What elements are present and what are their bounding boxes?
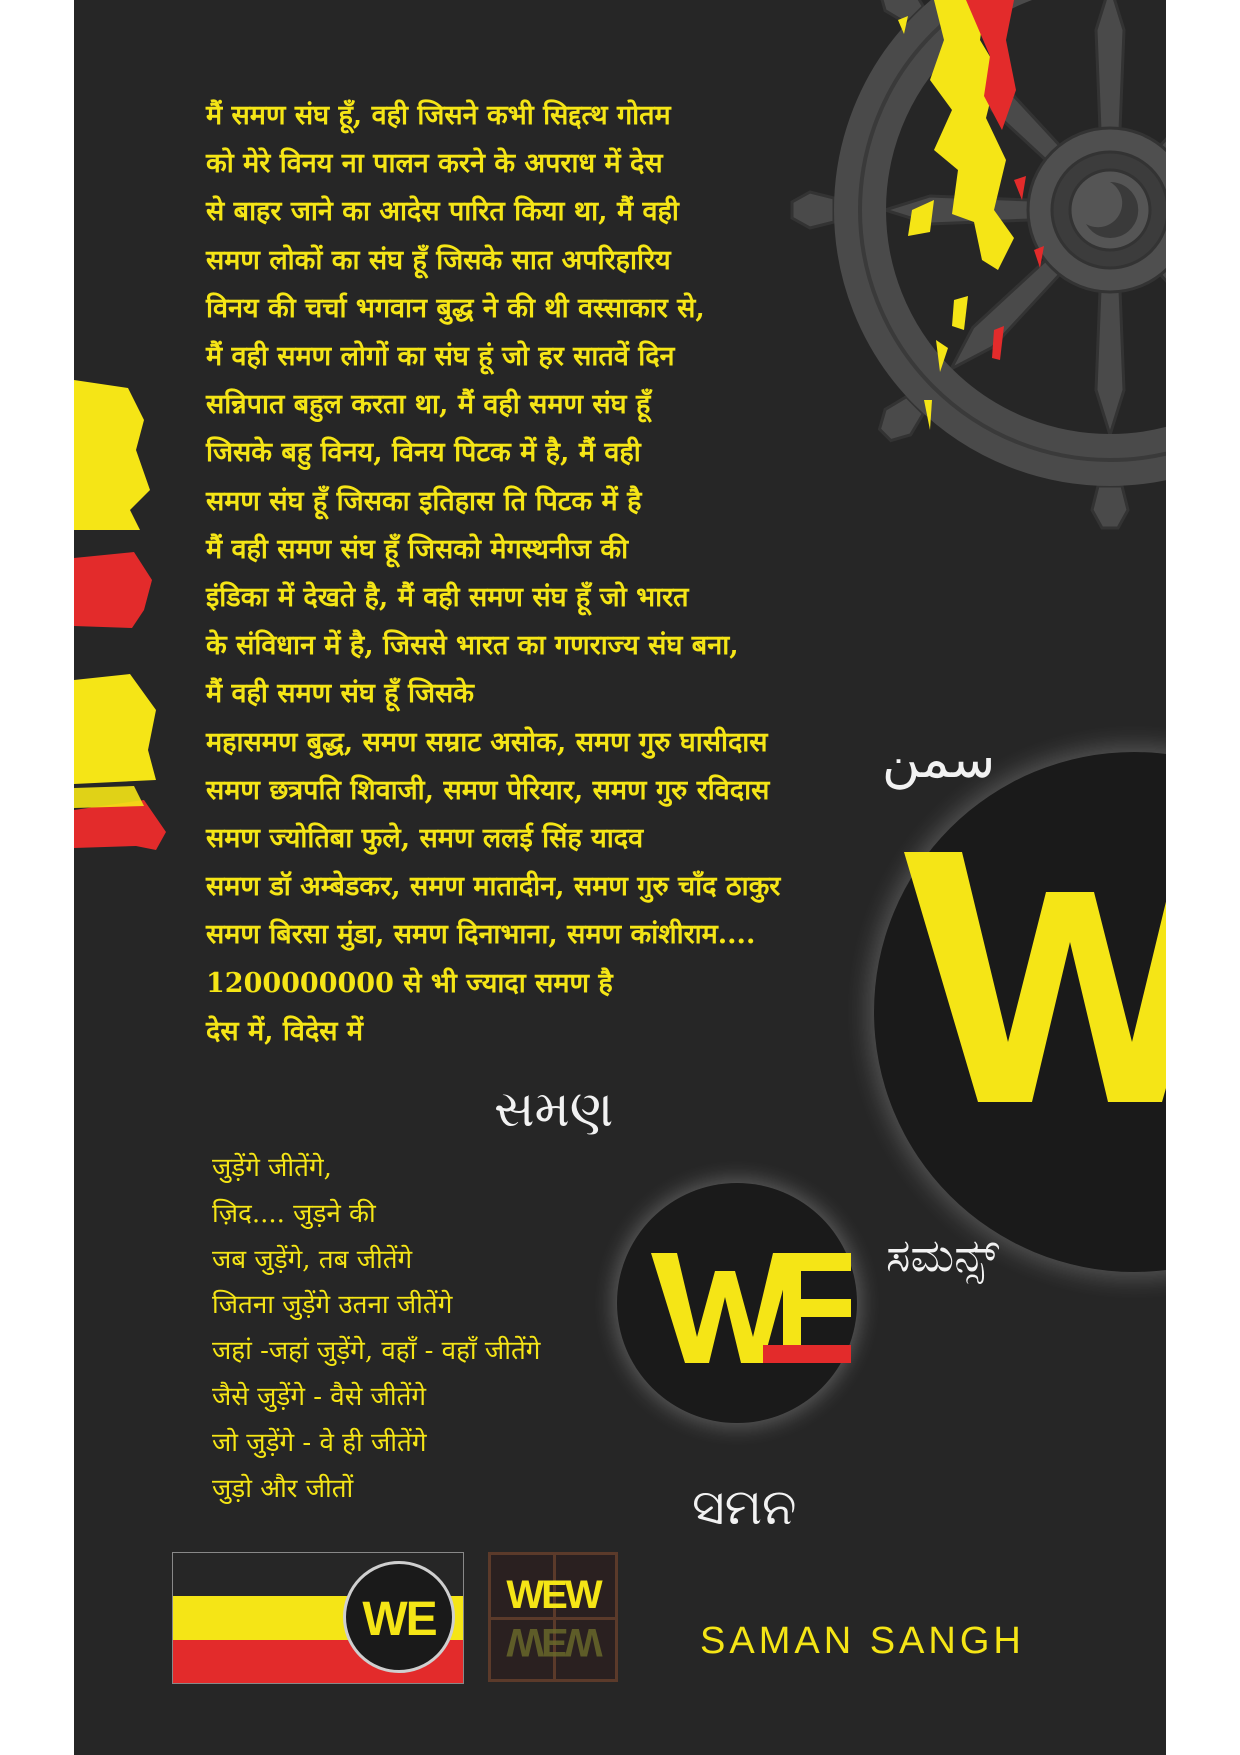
slogan-line: जुड़ो और जीतों: [212, 1473, 354, 1504]
footer-name: SAMAN SANGH: [700, 1620, 1025, 1662]
main-text-line: मैं वही समण संघ हूँ जिसको मेगस्थनीज की: [206, 533, 629, 565]
we-flag: [172, 1552, 464, 1684]
paint-splash-top: [894, 0, 1154, 500]
small-we-logo: [651, 1253, 851, 1373]
slogan-line: जितना जुड़ेंगे उतना जीतेंगे: [212, 1290, 453, 1321]
main-text-line: देस में, विदेस में: [206, 1015, 364, 1047]
main-text-line: के संविधान में है, जिससे भारत का गणराज्य संघ बना,: [206, 630, 739, 662]
gujarati-script-text: સમણ: [494, 1080, 614, 1138]
main-text-line: जिसके बहु विनय, विनय पिटक में है, मैं वही: [206, 437, 641, 469]
small-we-logo-circle: [617, 1183, 857, 1423]
kannada-script-text: ಸಮನ್ಸ್: [886, 1228, 1000, 1282]
main-text-line: इंडिका में देखते है, मैं वही समण संघ हूँ जो भारत: [206, 582, 689, 613]
flag-logo-circle: [343, 1561, 455, 1673]
main-text-line: मैं समण संघ हूँ, वही जिसने कभी सिद्दत्थ गोतम: [206, 100, 671, 131]
main-text-line: समण बिरसा मुंडा, समण दिनाभाना, समण कांशीराम....: [206, 919, 756, 951]
main-text-line: समण डॉ अम्बेडकर, समण मातादीन, समण गुरु चाँद ठाकुर: [206, 871, 781, 903]
main-text-line: समण लोकों का संघ हूँ जिसके सात अपरिहारिय: [206, 244, 671, 276]
wew-tile-logo: [488, 1552, 618, 1682]
main-text-line: विनय की चर्चा भगवान बुद्ध ने की थी वस्साकार से,: [206, 292, 705, 324]
big-we-logo-circle: [874, 752, 1166, 1272]
main-text-line: समण छत्रपति शिवाजी, समण पेरियार, समण गुरु रविदास: [206, 774, 770, 806]
main-text-line: 1200000000 से भी ज्यादा समण है: [206, 967, 613, 999]
main-text-line: समण ज्योतिबा फुले, समण ललई सिंह यादव: [206, 823, 644, 854]
paint-brush-strokes-left: [74, 380, 184, 960]
slogan-line: ज़िद.... जुड़ने की: [212, 1198, 376, 1229]
flag-logo-text: WE: [362, 1593, 436, 1646]
main-text-line: महासमण बुद्ध, समण सम्राट असोक, समण गुरु घासीदास: [206, 726, 768, 758]
tile-logo-reflection: WEW: [506, 1620, 600, 1664]
poster: [74, 0, 1166, 1755]
slogan-line: जैसे जुड़ेंगे - वैसे जीतेंगे: [212, 1382, 427, 1412]
tile-logo-text: WEW: [506, 1573, 600, 1617]
big-we-logo: [904, 852, 1166, 1152]
main-text-line: मैं वही समण संघ हूँ जिसके: [206, 678, 474, 710]
slogan-line: जब जुड़ेंगे, तब जीतेंगे: [212, 1244, 413, 1275]
slogan-line: जो जुड़ेंगे - वे ही जीतेंगे: [212, 1427, 427, 1458]
main-text-line: से बाहर जाने का आदेस पारित किया था, मैं वही: [206, 196, 679, 228]
slogan-line: जहां -जहां जुड़ेंगे, वहाँ - वहाँ जीतेंगे: [212, 1336, 541, 1367]
urdu-script-text: سمن: [882, 730, 996, 790]
main-text-line: सन्निपात बहुल करता था, मैं वही समण संघ हूँ: [206, 389, 651, 421]
odia-script-text: ସମନ: [692, 1478, 797, 1536]
main-text-line: मैं वही समण लोगों का संघ हूं जो हर सातवें दिन: [206, 341, 675, 372]
main-text-line: समण संघ हूँ जिसका इतिहास ति पिटक में है: [206, 485, 642, 517]
main-text-line: को मेरे विनय ना पालन करने के अपराध में देस: [206, 148, 663, 180]
slogan-line: जुड़ेंगे जीतेंगे,: [212, 1153, 332, 1183]
